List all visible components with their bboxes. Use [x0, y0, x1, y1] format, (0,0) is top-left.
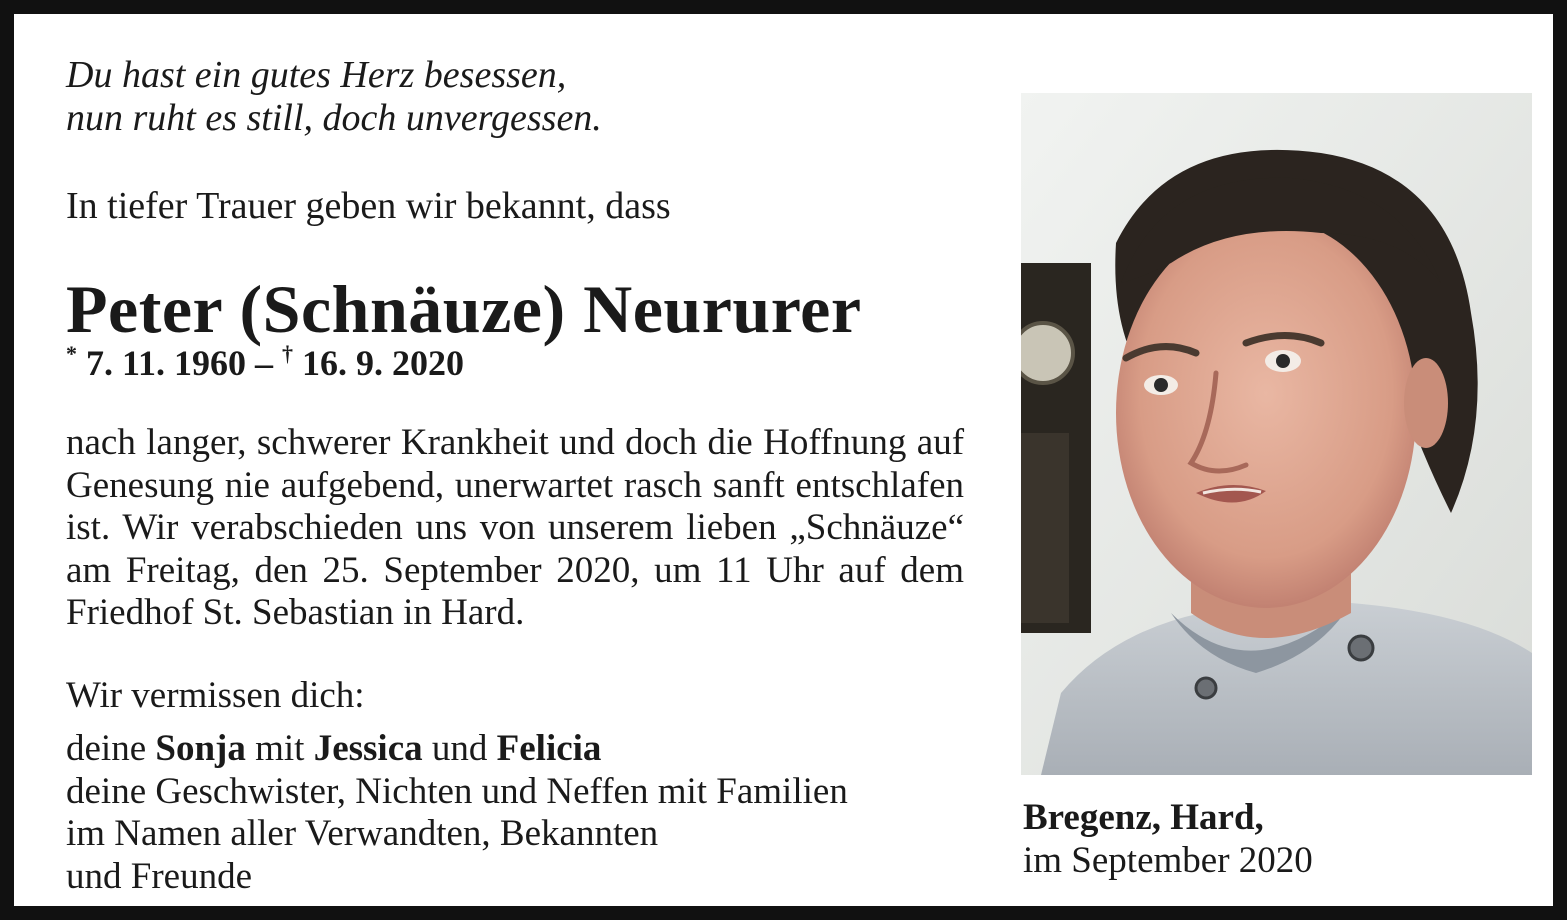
- death-symbol: †: [282, 341, 294, 366]
- deceased-name: Peter (Schnäuze) Neururer: [66, 271, 862, 347]
- obituary-text-column: [66, 54, 966, 897]
- mourner-name-felicia: Felicia: [496, 728, 602, 769]
- body-line-1: nach langer, schwerer Krankheit und doch die Hoffnung: [66, 422, 907, 463]
- intro-text: In tiefer Trauer geben wir bekannt, dass: [66, 185, 671, 227]
- mourner-prefix: deine: [66, 728, 147, 769]
- place-city: Bregenz, Hard,: [1023, 797, 1264, 838]
- body-line-4: lieben „Schnäuze“ am Freitag, den 25. September 2020,: [66, 507, 964, 591]
- body-line-2: auf Genesung nie aufgebend, unerwartet rasch sanft: [66, 422, 965, 506]
- motto: [66, 54, 966, 140]
- life-dates: [66, 341, 464, 384]
- date-separator: –: [255, 343, 274, 383]
- mourner-joiner-1: mit: [255, 728, 305, 769]
- mourners-line-3: im Namen aller Verwandten, Bekannten: [66, 813, 659, 854]
- announcement-body: [66, 422, 964, 635]
- birth-symbol: *: [66, 341, 77, 366]
- motto-line-2: nun ruht es still, doch unvergessen.: [66, 97, 602, 139]
- place-date: im September 2020: [1023, 840, 1313, 881]
- mourners-list: [66, 728, 848, 898]
- death-date: 16. 9. 2020: [302, 343, 465, 383]
- portrait-photo: [1021, 93, 1532, 775]
- birth-date: 7. 11. 1960: [86, 343, 247, 383]
- mourner-name-sonja: Sonja: [155, 728, 246, 769]
- motto-line-1: Du hast ein gutes Herz besessen,: [66, 54, 567, 96]
- mourners-line-2: deine Geschwister, Nichten und Neffen mit Familien: [66, 770, 848, 812]
- mourner-joiner-2: und: [431, 728, 488, 769]
- miss-heading: Wir vermissen dich:: [66, 675, 365, 716]
- place-and-date: [1023, 796, 1313, 882]
- mourners-line-4: und Freunde: [66, 855, 252, 897]
- mourners-line-1: [66, 728, 601, 769]
- mourner-name-jessica: Jessica: [313, 728, 423, 769]
- body-line-5: um 11 Uhr auf dem Friedhof St. Sebastian in Hard.: [66, 549, 964, 633]
- body-line-3: entschlafen ist. Wir verabschieden uns von unserem: [66, 464, 965, 548]
